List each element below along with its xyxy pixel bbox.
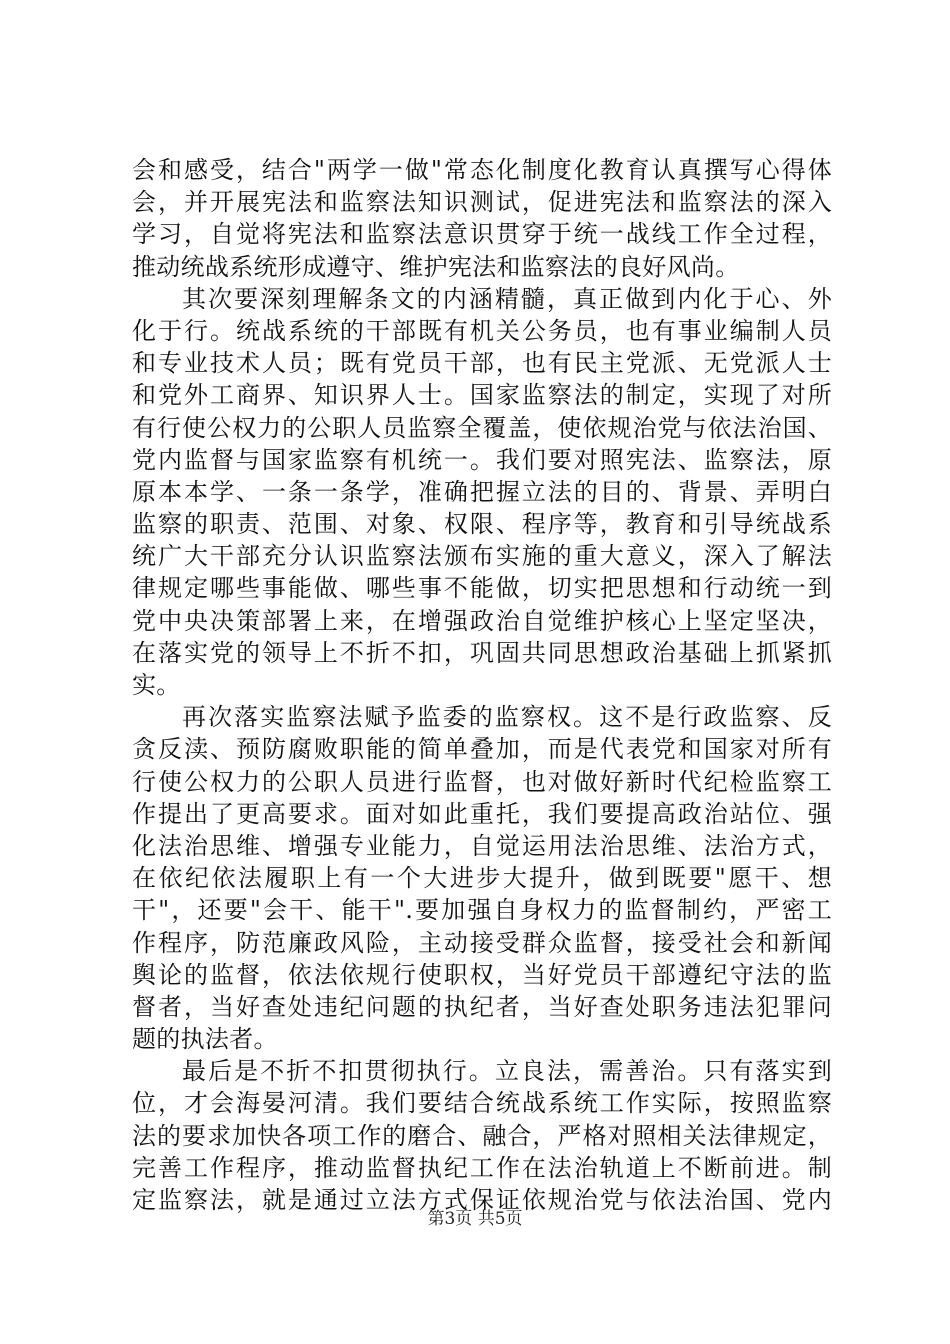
paragraph-start-line: 其次要深刻理解条文的内涵精髓，真正做到内化于心、外 bbox=[182, 284, 832, 313]
text-line: 和专业技术人员；既有党员干部，也有民主党派、无党派人士 bbox=[132, 349, 832, 378]
paragraph-start-line: 再次落实监察法赋予监委的监察权。这不是行政监察、反 bbox=[182, 703, 832, 732]
text-line: 和党外工商界、知识界人士。国家监察法的制定，实现了对所 bbox=[132, 381, 832, 410]
text-line: 会，并开展宪法和监察法知识测试，促进宪法和监察法的深入 bbox=[132, 188, 832, 217]
text-line: 作程序，防范廉政风险，主动接受群众监督，接受社会和新闻 bbox=[132, 928, 832, 957]
text-line: 会和感受，结合"两学一做"常态化制度化教育认真撰写心得体 bbox=[132, 156, 832, 184]
text-line: 作提出了更高要求。面对如此重托，我们要提高政治站位、强 bbox=[132, 799, 832, 828]
text-line: 化法治思维、增强专业能力，自觉运用法治思维、法治方式， bbox=[132, 831, 832, 860]
text-line: 化于行。统战系统的干部既有机关公务员，也有事业编制人员 bbox=[132, 316, 832, 345]
text-line: 法的要求加快各项工作的磨合、融合，严格对照相关法律规定， bbox=[132, 1121, 832, 1150]
text-line: 贪反渎、预防腐败职能的简单叠加，而是代表党和国家对所有 bbox=[132, 735, 832, 764]
text-line: 干"，还要"会干、能干".要加强自身权力的监督制约，严密工 bbox=[132, 896, 832, 925]
text-line: 党中央决策部署上来，在增强政治自觉维护核心上坚定坚决， bbox=[132, 606, 832, 635]
text-line: 实。 bbox=[132, 671, 181, 699]
text-line: 有行使公权力的公职人员监察全覆盖，使依规治党与依法治国、 bbox=[132, 413, 832, 442]
page-footer: 第3页 共5页 bbox=[427, 1209, 523, 1229]
text-line: 原本本学、一条一条学，准确把握立法的目的、背景、弄明白 bbox=[132, 477, 832, 506]
text-line: 题的执法者。 bbox=[132, 1025, 278, 1054]
text-line: 监察的职责、范围、对象、权限、程序等，教育和引导统战系 bbox=[132, 510, 832, 539]
text-line: 在落实党的领导上不折不扣，巩固共同思想政治基础上抓紧抓 bbox=[132, 638, 832, 667]
text-line: 在依纪依法履职上有一个大进步大提升，做到既要"愿干、想 bbox=[132, 864, 832, 893]
text-line: 律规定哪些事能做、哪些事不能做，切实把思想和行动统一到 bbox=[132, 574, 832, 603]
text-line: 定监察法，就是通过立法方式保证依规治党与依法治国、党内 bbox=[132, 1186, 832, 1214]
text-line: 统广大干部充分认识监察法颁布实施的重大意义，深入了解法 bbox=[132, 542, 832, 571]
text-line: 行使公权力的公职人员进行监督，也对做好新时代纪检监察工 bbox=[132, 767, 832, 796]
text-line: 推动统战系统形成遵守、维护宪法和监察法的良好风尚。 bbox=[132, 252, 740, 281]
text-line: 舆论的监督，依法依规行使职权，当好党员干部遵纪守法的监 bbox=[132, 960, 832, 989]
text-line: 完善工作程序，推动监督执纪工作在法治轨道上不断前进。制 bbox=[132, 1153, 832, 1182]
text-line: 督者，当好查处违纪问题的执纪者，当好查处职务违法犯罪问 bbox=[132, 992, 832, 1021]
text-line: 党内监督与国家监察有机统一。我们要对照宪法、监察法，原 bbox=[132, 445, 832, 474]
text-line: 学习，自觉将宪法和监察法意识贯穿于统一战线工作全过程， bbox=[132, 220, 832, 249]
paragraph-start-line: 最后是不折不扣贯彻执行。立良法，需善治。只有落实到 bbox=[182, 1057, 832, 1086]
text-line: 位，才会海晏河清。我们要结合统战系统工作实际，按照监察 bbox=[132, 1089, 832, 1118]
body-text bbox=[132, 154, 832, 1216]
